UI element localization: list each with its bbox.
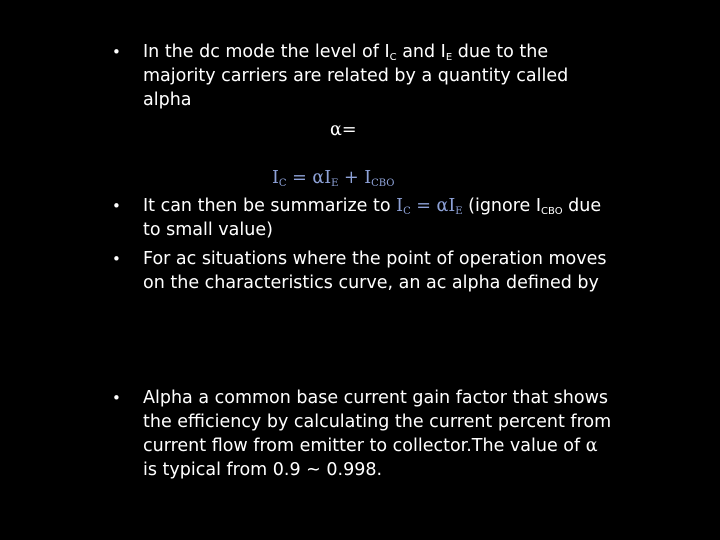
collector-current-formula: $I_C = \alpha I_E + I_{CBO}$ [272,168,395,189]
bullet-marker: • [112,43,121,61]
alpha-symbol: α [585,436,598,456]
inline-formula: $I_C = \alpha I_E$ [396,196,463,217]
bullet-text-2: It can then be summarize to $I_C = \alpha I_E$ (ignore $I_{CBO}$ due to small value) [143,196,602,240]
bullet-text-1: In the dc mode the level of $I_C$ and $I_E$ due to the majority carriers are related by a quantity called alpha [143,42,569,110]
highlight-term: common base current gain factor [214,388,507,408]
bullet-marker: • [112,389,121,407]
bullet-item-4 [112,386,692,486]
bullet-marker: • [112,197,121,215]
bullet-item-2 [112,194,692,244]
bullet-text-4: Alpha a common base current gain factor that shows the efficiency by calculating the current percent from current flow from emitter to collector.The value of α is typical from 0.9 ~ 0.998. [143,388,612,480]
alpha-equation: α= [330,120,357,140]
bullet-marker: • [112,250,121,268]
bullet-item-3 [112,247,692,297]
bullet-text-3: For ac situations where the point of operation moves on the characteristics curve, an ac alpha defined by [143,249,607,293]
bullet-item-1 [112,40,692,115]
